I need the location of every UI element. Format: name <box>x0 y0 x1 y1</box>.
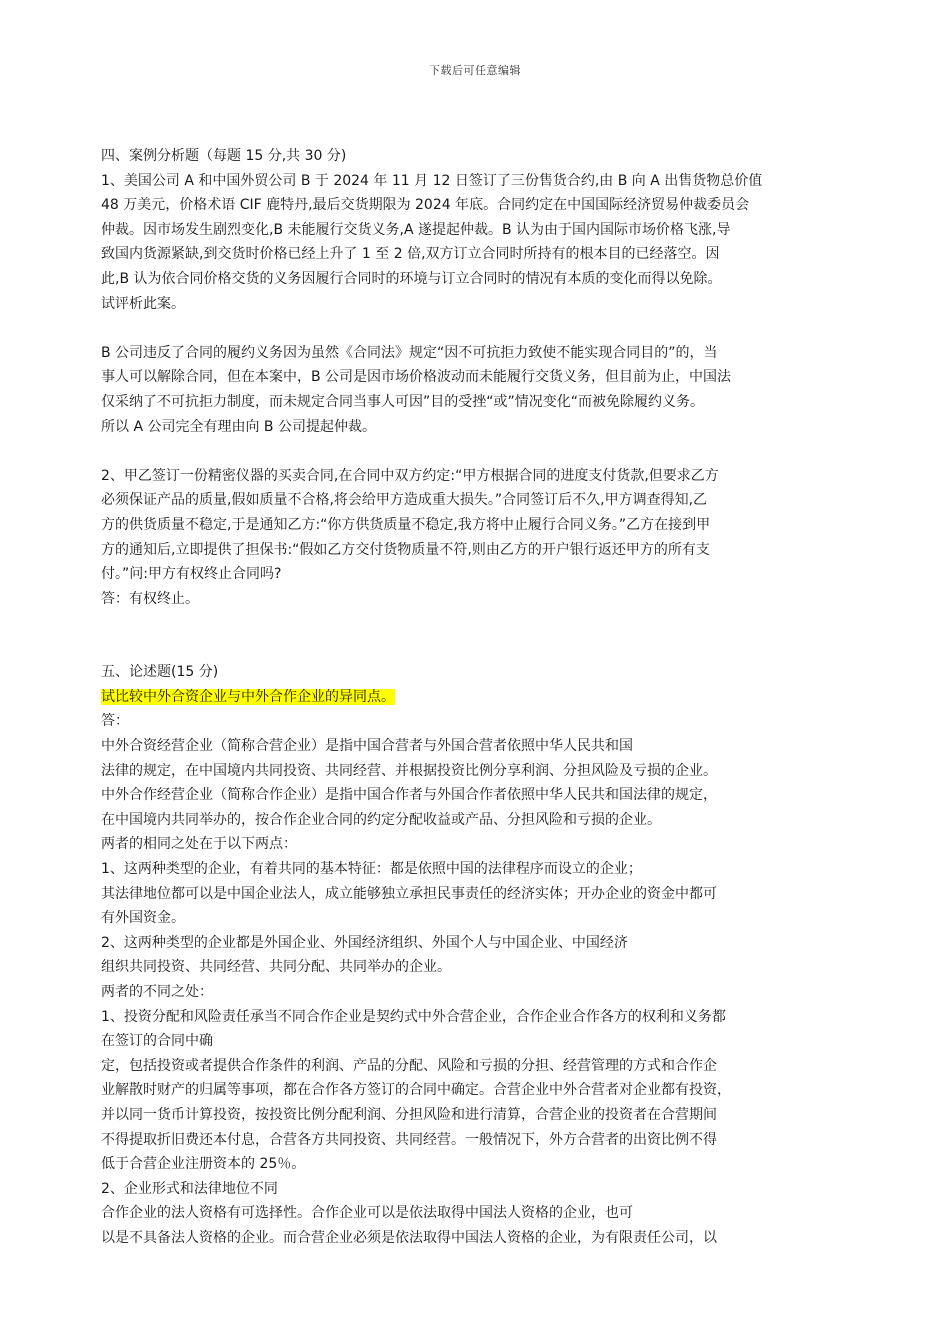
case-2-line: 必须保证产品的质量,假如质量不合格,将会给甲方造成重大损失。”合同签订后不久,甲方调查得知,乙 <box>101 492 708 509</box>
case-1-answer-line: 事人可以解除合同，但在本案中，B 公司是因市场价格波动而未能履行交货义务，但目前为止，中国法 <box>101 369 732 386</box>
case-2-line: 2、甲乙签订一份精密仪器的买卖合同,在合同中双方约定:“甲方根据合同的进度支付货款,但要求乙方 <box>101 467 719 484</box>
essay-answer <box>101 734 861 1250</box>
case-1-answer-line: B 公司违反了合同的履约义务因为虽然《合同法》规定“因不可抗拒力致使不能实现合同目的”的，当 <box>101 344 718 361</box>
essay-line: 1、投资分配和风险责任承当不同合作企业是契约式中外合营企业，合作企业合作各方的权利和义务都 <box>101 1008 726 1025</box>
essay-line: 两者的不同之处： <box>101 984 213 1000</box>
essay-line: 在签订的合同中确 <box>101 1033 213 1050</box>
answer-label: 答： <box>101 713 129 730</box>
essay-line: 低于合营企业注册资本的 25％。 <box>101 1156 306 1173</box>
essay-question <box>101 685 861 710</box>
section-5-title: 五、论述题(15 分) <box>101 664 219 681</box>
essay-line: 1、这两种类型的企业，有着共同的基本特征：都是依照中国的法律程序而设立的企业； <box>101 861 642 878</box>
paragraph-spacer <box>101 439 861 464</box>
essay-line: 在中国境内共同举办的，按合作企业合同的约定分配收益或产品、分担风险和亏损的企业。 <box>101 811 661 828</box>
case-2-answer: 答：有权终止。 <box>101 590 199 607</box>
essay-line: 定，包括投资或者提供合作条件的利润、产品的分配、风险和亏损的分担、经营管理的方式和合作企 <box>101 1057 717 1074</box>
case-1-line: 试评析此案。 <box>101 295 185 312</box>
essay-line: 其法律地位都可以是中国企业法人，成立能够独立承担民事责任的经济实体；开办企业的资金中都可 <box>101 885 717 902</box>
case-1-line: 致国内货源紧缺,到交货时价格已经上升了 1 至 2 倍,双方订立合同时所持有的根本目的已经落空。因 <box>101 246 720 263</box>
section-4-title: 四、案例分析题（每题 15 分,共 30 分) <box>101 148 347 164</box>
case-1-line: 此,B 认为依合同价格交货的义务因履行合同时的环境与订立合同时的情况有本质的变化而得以免除。 <box>101 270 722 287</box>
essay-line: 2、企业形式和法律地位不同 <box>101 1180 278 1197</box>
case-2-line: 方的通知后,立即提供了担保书:“假如乙方交付货物质量不符,则由乙方的开户银行返还甲方的所有支 <box>101 541 710 558</box>
case-1-answer-line: 仅采纳了不可抗拒力制度，而未规定合同当事人可因”目的受挫“或”情况变化“而被免除履约义务。 <box>101 393 705 410</box>
case-1-question <box>101 169 861 317</box>
document-body <box>101 144 861 1251</box>
case-1-line: 48 万美元，价格术语 CIF 鹿特丹,最后交货期限为 2024 年底。合同约定在中国国际经济贸易仲裁委员会 <box>101 197 750 214</box>
case-1-answer <box>101 341 861 439</box>
essay-line: 以是不具备法人资格的企业。而合营企业必须是依法取得中国法人资格的企业，为有限责任公司，以 <box>101 1229 717 1246</box>
case-1-line: 1、美国公司 A 和中国外贸公司 B 于 2024 年 11 月 12 日签订了三份售货合约,由 B 向 A 出售货物总价值 <box>101 172 763 189</box>
essay-line: 有外国资金。 <box>101 910 185 927</box>
highlighted-question: 试比较中外合资企业与中外合作企业的异同点。 <box>101 688 395 705</box>
page-header: 下载后可任意编辑 <box>429 64 521 77</box>
essay-line: 两者的相同之处在于以下两点： <box>101 836 297 853</box>
essay-line: 中外合资经营企业（简称合营企业）是指中国合营者与外国合营者依照中华人民共和国 <box>101 738 633 755</box>
essay-line: 业解散时财产的归属等事项，都在合作各方签订的合同中确定。合营企业中外合营者对企业都有投资， <box>101 1082 731 1099</box>
essay-line: 法律的规定，在中国境内共同投资、共同经营、并根据投资比例分享利润、分担风险及亏损的企业。 <box>101 762 717 779</box>
essay-line: 不得提取折旧费还本付息，合营各方共同投资、共同经营。一般情况下，外方合营者的出资比例不得 <box>101 1131 717 1148</box>
paragraph-spacer <box>101 316 861 341</box>
case-2-line: 方的供货质量不稳定,于是通知乙方:“你方供货质量不稳定,我方将中止履行合同义务。”乙方在接到甲 <box>101 516 711 533</box>
essay-line: 2、这两种类型的企业都是外国企业、外国经济组织、外国个人与中国企业、中国经济 <box>101 934 628 951</box>
essay-line: 并以同一货币计算投资，按投资比例分配利润、分担风险和进行清算，合营企业的投资者在合营期间 <box>101 1106 717 1123</box>
essay-line: 中外合作经营企业（简称合作企业）是指中国合作者与外国合作者依照中华人民共和国法律的规定， <box>101 787 717 804</box>
case-2-line: 付。”问:甲方有权终止合同吗? <box>101 566 282 583</box>
essay-line: 组织共同投资、共同经营、共同分配、共同举办的企业。 <box>101 959 451 976</box>
section-spacer <box>101 611 861 660</box>
case-2-question <box>101 464 861 587</box>
essay-line: 合作企业的法人资格有可选择性。合作企业可以是依法取得中国法人资格的企业，也可 <box>101 1205 633 1222</box>
case-1-line: 仲裁。因市场发生剧烈变化,B 未能履行交货义务,A 遂提起仲裁。B 认为由于国内国际市场价格飞涨,导 <box>101 221 731 238</box>
case-1-answer-line: 所以 A 公司完全有理由向 B 公司提起仲裁。 <box>101 418 376 435</box>
